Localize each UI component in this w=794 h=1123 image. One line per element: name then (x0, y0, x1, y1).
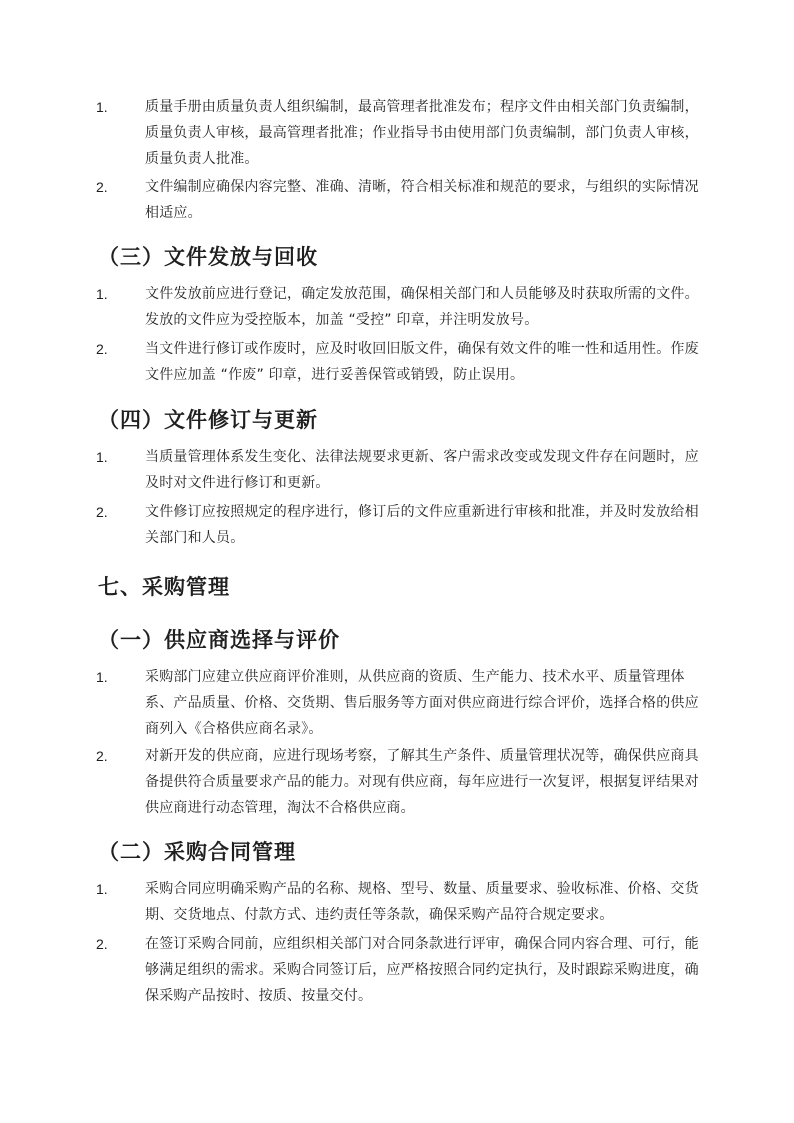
section-heading-purchase-contract: （二）采购合同管理 (98, 840, 296, 864)
list-number: 2. (96, 936, 108, 952)
list-number: 1. (96, 286, 108, 302)
list-item-text: 采购部门应建立供应商评价准则，从供应商的资质、生产能力、技术水平、质量管理体系、产品质量、价格、交货期、售后服务等方面对供应商进行综合评价，选择合格的供应商列入《合格供应商名录》。 (145, 669, 699, 737)
list-item-text: 对新开发的供应商，应进行现场考察，了解其生产条件、质量管理状况等，确保供应商具备提供符合质量要求产品的能力。对现有供应商，每年应进行一次复评，根据复评结果对供应商进行动态管理，淘汰不合格供应商。 (145, 748, 699, 816)
list-item-text: 文件编制应确保内容完整、准确、清晰，符合相关标准和规范的要求，与组织的实际情况相适应。 (145, 179, 699, 221)
list-number: 2. (96, 179, 108, 195)
list-number: 1. (96, 449, 108, 465)
list-number: 2. (96, 504, 108, 520)
list-item-text: 采购合同应明确采购产品的名称、规格、型号、数量、质量要求、验收标准、价格、交货期、交货地点、付款方式、违约责任等条款，确保采购产品符合规定要求。 (145, 881, 699, 923)
section-heading-supplier-selection: （一）供应商选择与评价 (98, 628, 340, 652)
list-number: 2. (96, 341, 108, 357)
list-item-text: 文件发放前应进行登记，确定发放范围，确保相关部门和人员能够及时获取所需的文件。发放的文件应为受控版本，加盖 “受控” 印章，并注明发放号。 (145, 286, 699, 328)
list-item-text: 文件修订应按照规定的程序进行，修订后的文件应重新进行审核和批准，并及时发放给相关部门和人员。 (145, 504, 699, 546)
list-number: 1. (96, 881, 108, 897)
list-item-text: 质量手册由质量负责人组织编制，最高管理者批准发布；程序文件由相关部门负责编制，质量负责人审核，最高管理者批准；作业指导书由使用部门负责编制，部门负责人审核，质量负责人批准。 (145, 99, 699, 167)
list-number: 2. (96, 748, 108, 764)
list-item-text: 在签订采购合同前，应组织相关部门对合同条款进行评审，确保合同内容合理、可行，能够满足组织的需求。采购合同签订后，应严格按照合同约定执行，及时跟踪采购进度，确保采购产品按时、按质、按量交付。 (145, 936, 699, 1004)
list-number: 1. (96, 669, 108, 685)
list-number: 1. (96, 99, 108, 115)
section-heading-file-distribution: （三）文件发放与回收 (98, 245, 318, 269)
list-item-text: 当质量管理体系发生变化、法律法规要求更新、客户需求改变或发现文件存在问题时，应及时对文件进行修订和更新。 (145, 449, 699, 491)
section-heading-file-revision: （四）文件修订与更新 (98, 408, 318, 432)
chapter-title: 七、采购管理 (98, 575, 230, 599)
list-item-text: 当文件进行修订或作废时，应及时收回旧版文件，确保有效文件的唯一性和适用性。作废文件应加盖 “作废” 印章，进行妥善保管或销毁，防止误用。 (145, 341, 699, 383)
